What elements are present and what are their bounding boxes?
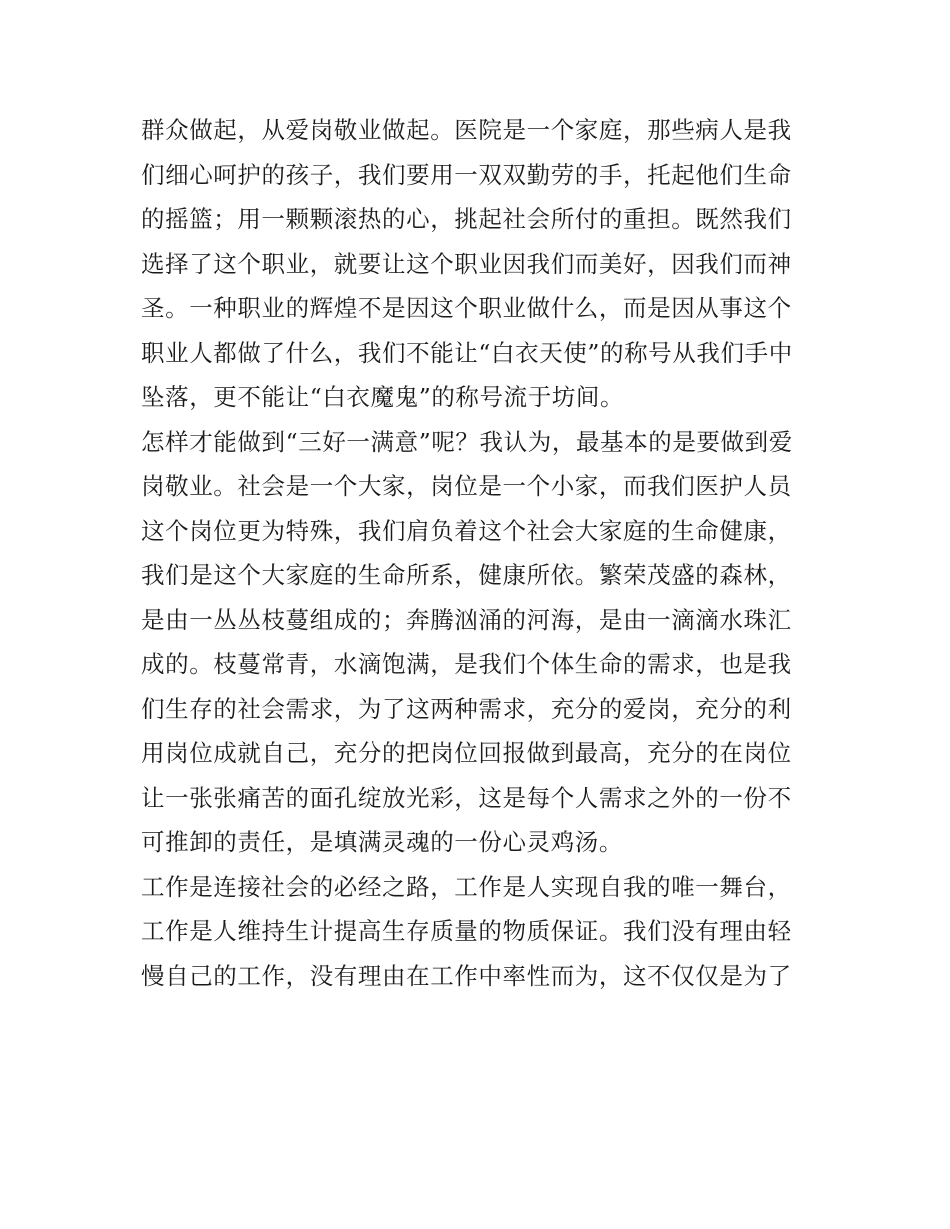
text-line: 职业人都做了什么，我们不能让“白衣天使”的称号从我们手中: [141, 338, 793, 367]
text-line: 怎样才能做到“三好一满意”呢？我认为，最基本的是要做到爱: [141, 427, 793, 456]
text-line: 圣。一种职业的辉煌不是因这个职业做什么，而是因从事这个: [141, 294, 792, 322]
text-line: 工作是连接社会的必经之路，工作是人实现自我的唯一舞台，: [141, 872, 792, 901]
text-line: 可推卸的责任，是填满灵魂的一份心灵鸡汤。: [141, 828, 623, 856]
document-body: [141, 108, 813, 998]
text-line: 们细心呵护的孩子，我们要用一双双勤劳的手，托起他们生命: [141, 160, 792, 189]
text-line: 用岗位成就自己，充分的把岗位回报做到最高，充分的在岗位: [141, 739, 792, 767]
text-line: 慢自己的工作，没有理由在工作中率性而为，这不仅仅是为了: [141, 961, 792, 990]
text-line: 我们是这个大家庭的生命所系，健康所依。繁荣茂盛的森林，: [141, 561, 792, 589]
text-line: 成的。枝蔓常青，水滴饱满，是我们个体生命的需求，也是我: [141, 650, 792, 678]
text-line: 这个岗位更为特殊，我们肩负着这个社会大家庭的生命健康，: [141, 516, 792, 545]
text-line: 的摇篮；用一颗颗滚热的心，挑起社会所付的重担。既然我们: [141, 205, 792, 233]
text-line: 坠落，更不能让“白衣魔鬼”的称号流于坊间。: [141, 383, 625, 411]
text-line: 让一张张痛苦的面孔绽放光彩，这是每个人需求之外的一份不: [141, 783, 792, 812]
text-line: 选择了这个职业，就要让这个职业因我们而美好，因我们而神: [141, 249, 792, 278]
text-line: 们生存的社会需求，为了这两种需求，充分的爱岗，充分的利: [141, 694, 792, 723]
text-line: 群众做起，从爱岗敬业做起。医院是一个家庭，那些病人是我: [141, 116, 792, 144]
text-line: 工作是人维持生计提高生存质量的物质保证。我们没有理由轻: [141, 917, 792, 945]
text-line: 岗敬业。社会是一个大家，岗位是一个小家，而我们医护人员: [141, 472, 792, 500]
text-line: 是由一丛丛枝蔓组成的；奔腾汹涌的河海，是由一滴滴水珠汇: [141, 605, 792, 634]
